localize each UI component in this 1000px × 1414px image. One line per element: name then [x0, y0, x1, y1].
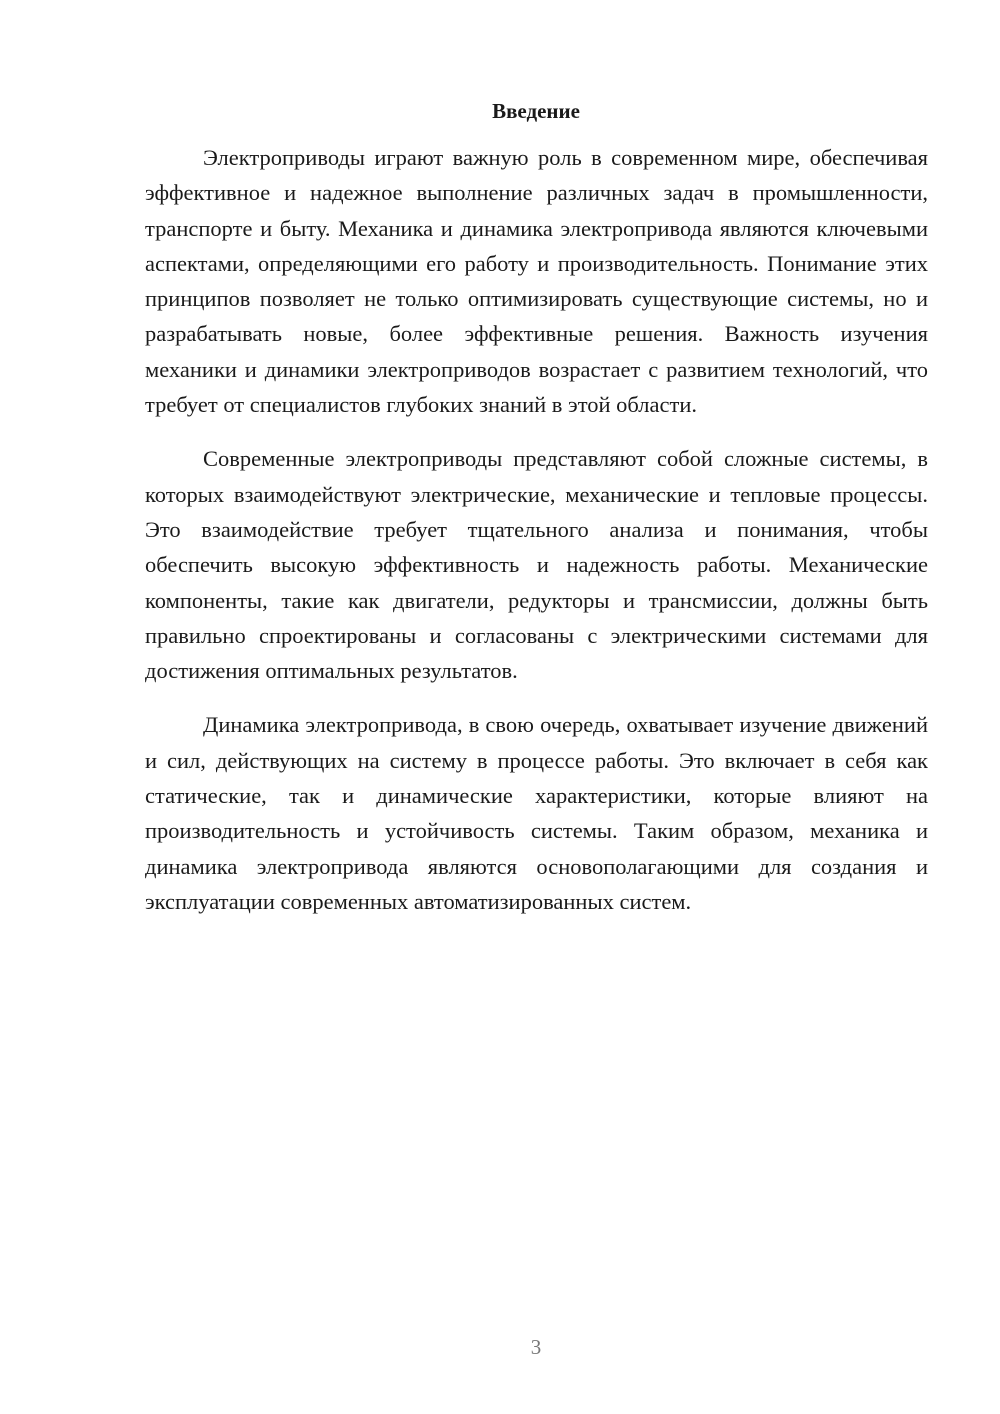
- paragraph-1: Электроприводы играют важную роль в современном мире, обеспечивая эффективное и надежное выполнение различных задач в промышленности, транспорте и быту. Механика и динамика электропривода являются ключевыми аспектами, определяющими его работу и производительность. Понимание этих принципов позволяет не только оптимизировать существующие системы, но и разрабатывать новые, более эффективные решения. Важность изучения механики и динамики электроприводов возрастает с развитием технологий, что требует от специалистов глубоких знаний в этой области.: [145, 145, 928, 418]
- body-text: [145, 140, 928, 938]
- page-number: 3: [530, 1335, 542, 1359]
- section-heading: Введение: [492, 99, 580, 123]
- paragraph-2: Современные электроприводы представляют собой сложные системы, в которых взаимодействуют электрические, механические и тепловые процессы. Это взаимодействие требует тщательного анализа и понимания, чтобы обеспечить высокую эффективность и надежность работы. Механические компоненты, такие как двигатели, редукторы и трансмиссии, должны быть правильно спроектированы и согласованы с электрическими системами для достижения оптимальных результатов.: [145, 446, 928, 684]
- paragraph-3: Динамика электропривода, в свою очередь, охватывает изучение движений и сил, действующих на систему в процессе работы. Это включает в себя как статические, так и динамические характеристики, которые влияют на производительность и устойчивость системы. Таким образом, механика и динамика электропривода являются основополагающими для создания и эксплуатации современных автоматизированных систем.: [145, 712, 928, 914]
